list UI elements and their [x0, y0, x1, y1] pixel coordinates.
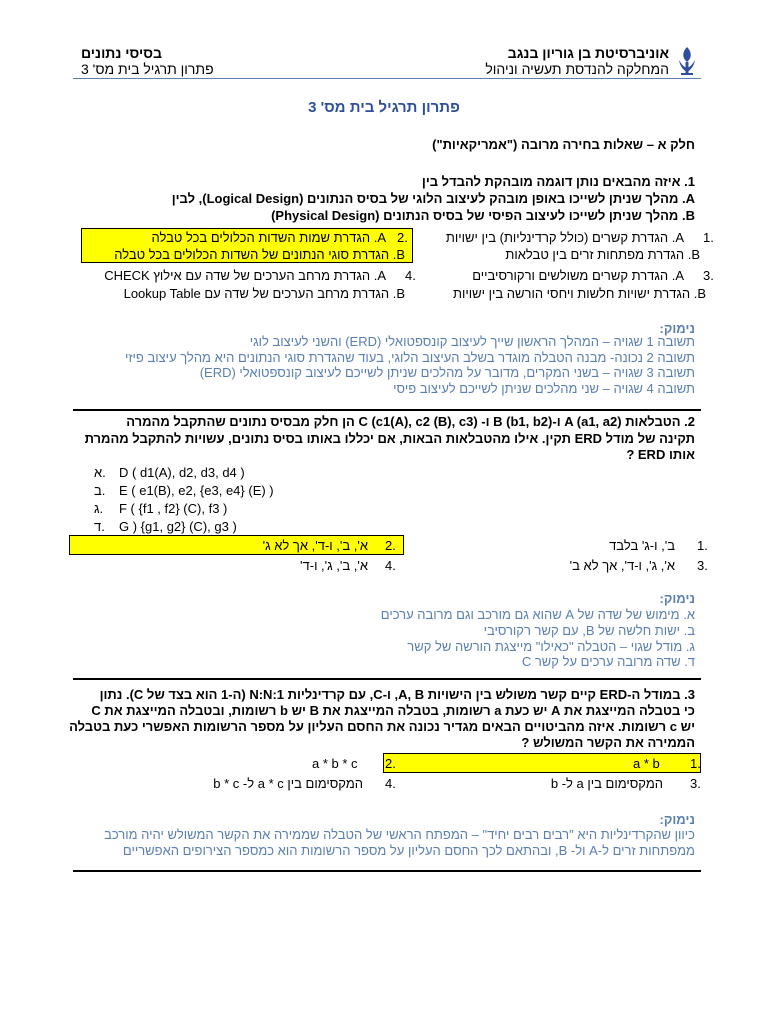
- q2-reason-1: א. מימוש של שדה של A שהוא גם מורכב וגם מרובה ערכים: [380, 607, 695, 622]
- q1-opt4-a: A. הגדרת מרחב הערכים של שדה עם אילוץ CHECK: [104, 268, 386, 283]
- q1-opt3-b: B. הגדרת ישויות חלשות ויחסי הורשה בין ישויות: [453, 286, 706, 301]
- q2-table-label-d: ד.: [94, 519, 105, 534]
- q3-line-1: 3. במודל ה-ERD קיים קשר משולש בין הישויות A, B, ו-C, עם קרדינליות N:N:1 (ה-1 הוא בצד של C). נתון: [99, 687, 695, 702]
- q2-line-2: תקינה של מודל ERD תקין. אילו מהטבלאות הבאות, אם יכללו באותו בסיס נתונים, עשויות להתקבל מהמרת: [84, 431, 695, 446]
- q1-opt1-num: 1.: [703, 230, 714, 245]
- q1-reason-2: תשובה 2 נכונה- מבנה הטבלה מוגדר בשלב העיצוב הלוגי, בעוד שהגדרת סוגי הנתונים היא מהלך עיצוב פיזי: [124, 350, 695, 365]
- q2-table-d: D ( d1(A), d2, d3, d4 ): [119, 465, 245, 480]
- q1-opt2-a: A. הגדרת שמות השדות הכלולים בכל טבלה: [151, 230, 386, 245]
- part-title: חלק א – שאלות בחירה מרובה ("אמריקאיות"): [432, 137, 695, 152]
- q1-line-b: B. מהלך שניתן לשייכו לעיצוב הפיסי של בסיס הנתונים (Physical Design): [271, 208, 695, 223]
- university-logo-icon: [676, 46, 698, 76]
- q1-stem: 1. איזה מהבאים נותן דוגמה מובהקת להבדל בין: [421, 174, 695, 189]
- divider-q2-q3: [73, 678, 701, 680]
- q2-opt2-text: א', ב', ו-ד', אך לא ג': [262, 538, 368, 553]
- q1-reason-4: תשובה 4 שגויה – שני מהלכים שניתן לשייכם לעיצוב פיסי: [393, 381, 695, 396]
- q3-opt3-text: המקסימום בין a ל- b: [550, 776, 663, 791]
- q1-line-a: A. מהלך שניתן לשייכו באופן מובהק לעיצוב הלוגי של בסיס הנתונים (Logical Design), לבין: [171, 191, 695, 206]
- header-divider: [73, 78, 701, 79]
- q3-line-2: כי בטבלה המייצגת את A יש כעת a רשומות, בטבלה המייצגת את B יש b רשומות, ובטבלה המייצגת את C: [91, 703, 695, 718]
- q3-reason-2: ממפתחות זרים ל-A ול- B, ובהתאם לכך החסם העליון על מספר הרשומות הוא כמספר הצירופים האפשריים: [122, 843, 695, 858]
- q1-opt4-b: B. הגדרת מרחב הערכים של שדה עם Lookup Table: [123, 286, 405, 301]
- q3-opt3-num: 3.: [690, 776, 701, 791]
- q2-table-label-c: ג.: [94, 501, 104, 516]
- q2-opt1-text: ב', ו-ג' בלבד: [609, 538, 675, 553]
- q1-opt1-a: A. הגדרת קשרים (כולל קרדינליות) בין ישויות: [445, 230, 684, 245]
- q2-opt1-num: 1.: [697, 538, 708, 553]
- q2-line-3: אותו ERD ?: [626, 447, 695, 462]
- q2-opt2-num: 2.: [385, 538, 396, 553]
- q3-reason-title: נימוק:: [659, 812, 695, 827]
- q1-opt2-num: 2.: [397, 230, 408, 245]
- q2-table-label-b: ב.: [94, 483, 106, 498]
- q2-opt3-num: 3.: [697, 558, 708, 573]
- q2-reason-2: ב. ישות חלשה של B, עם קשר רקורסיבי: [483, 623, 695, 638]
- q1-reason-1: תשובה 1 שגויה – המהלך הראשון שייך לעיצוב קונספטואלי (ERD) והשני לעיצוב לוגי: [249, 334, 695, 349]
- q2-opt4-num: 4.: [385, 558, 396, 573]
- q1-reason-3: תשובה 3 שגויה – בשני המקרים, מדובר על מהלכים שניתן לשייכם לעיצוב קונספטואלי (ERD): [199, 365, 695, 380]
- q2-opt4-text: א', ב', ג', ו-ד': [300, 558, 368, 573]
- header-subtitle: פתרון תרגיל בית מס' 3: [81, 61, 214, 77]
- q2-reason-3: ג. מודל שגוי – הטבלה "כאילו" מייצגת הורשה של קשר: [407, 639, 695, 654]
- q3-opt1-num: 1.: [690, 756, 701, 771]
- q3-line-3: יש c רשומות. איזה מהביטויים הבאים מגדיר נכונה את החסם העליון על מספר הרשומות האפשרי כעת בטבלה: [69, 719, 695, 734]
- q1-opt4-num: 4.: [405, 268, 416, 283]
- q2-reason-title: נימוק:: [659, 591, 695, 606]
- divider-end: [73, 870, 701, 872]
- q1-opt3-a: A. הגדרת קשרים משולשים ורקורסיביים: [472, 268, 684, 283]
- q3-opt2-text: a * b * c: [312, 756, 358, 771]
- q2-table-g: G ) {g1, g2} (C), g3 ): [119, 519, 237, 534]
- q1-reason-title: נימוק:: [659, 321, 695, 336]
- page-title: פתרון תרגיל בית מס' 3: [308, 99, 460, 116]
- q1-opt2-b: B. הגדרת סוגי הנתונים של השדות הכלולים בכל טבלה: [114, 247, 405, 262]
- department-name: המחלקה להנדסת תעשיה וניהול: [485, 61, 669, 77]
- q3-reason-1: כיוון שהקרדינליות היא "רבים רבים יחיד" – המפתח הראשי של הטבלה שממירה את הקשר המשולש יהיה מורכב: [104, 827, 695, 842]
- university-name: אוניברסיטת בן גוריון בנגב: [507, 45, 669, 61]
- q2-opt3-text: א', ג', ו-ד', אך לא ב': [569, 558, 675, 573]
- q1-opt3-num: 3.: [703, 268, 714, 283]
- q2-table-label-a: א.: [94, 465, 106, 480]
- q2-table-e: E ( e1(B), e2, {e3, e4} (E) ): [119, 483, 274, 498]
- q2-reason-4: ד. שדה מרובה ערכים על קשר C: [521, 654, 695, 669]
- q3-opt4-text: המקסימום בין a * c ל- b * c: [213, 776, 363, 791]
- q1-opt1-b: B. הגדרת מפתחות זרים בין טבלאות: [505, 247, 700, 262]
- q3-opt4-num: 4.: [385, 776, 396, 791]
- q3-opt2-num: 2.: [385, 756, 396, 771]
- q2-line-1: 2. הטבלאות A (a1, a2) ו-B (b1, b2) ו- C (c1(A), c2 (B), c3) הן חלק מבסיס נתונים שהתקבל מהמרה: [126, 414, 695, 429]
- course-name: בסיסי נתונים: [81, 45, 162, 61]
- q2-table-f: F ( {f1 , f2} (C), f3 ): [119, 501, 228, 516]
- divider-q1-q2: [73, 409, 701, 411]
- q3-line-4: הממירה את הקשר המשולש ?: [521, 735, 695, 750]
- q3-opt1-text: a * b: [633, 756, 660, 771]
